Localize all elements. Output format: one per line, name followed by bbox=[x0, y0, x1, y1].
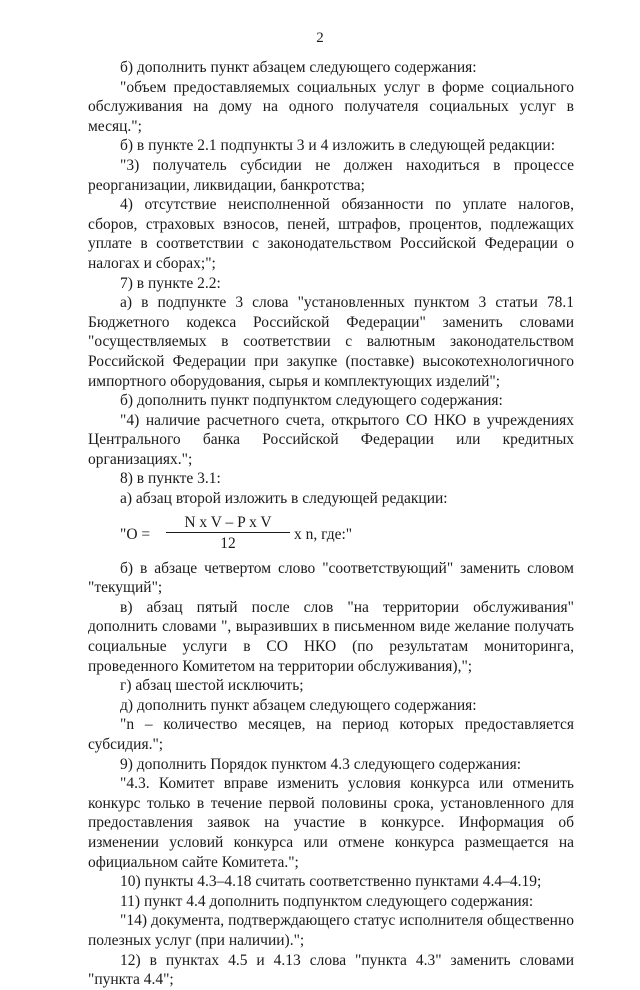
formula bbox=[88, 513, 574, 553]
formula-denominator: 12 bbox=[220, 534, 236, 552]
paragraph: 4) отсутствие неисполненной обязанности по уплате налогов, сборов, страховых взносов, пеней, штрафов, процентов, подлежащих уплате в соответствии с законодательством Российской Федерации о налогах и сборах;"; bbox=[88, 196, 574, 272]
document-body bbox=[88, 58, 574, 990]
paragraph: 9) дополнить Порядок пунктом 4.3 следующего содержания: bbox=[120, 755, 522, 773]
paragraph: а) абзац второй изложить в следующей редакции: bbox=[120, 490, 448, 508]
paragraph: 7) в пункте 2.2: bbox=[120, 274, 221, 292]
formula-lhs: "О = bbox=[120, 525, 151, 543]
paragraph: а) в подпункте 3 слова "установленных пунктом 3 статьи 78.1 Бюджетного кодекса Российской Федерации" заменить словами "осуществляемых в соответствии с валютным законодательством Российской Федерации при закупке (поставке) высокотехнологичного импортного оборудования, сырья и комплектующих изделий"; bbox=[88, 294, 574, 390]
paragraph: в) абзац пятый после слов "на территории обслуживания" дополнить словами ", выразивших в письменном виде желание получать социальные услуги в СО НКО (по результатам мониторинга, проведенного Комитетом на территории обслуживания),"; bbox=[88, 598, 574, 675]
paragraph: б) дополнить пункт абзацем следующего содержания: bbox=[120, 59, 477, 76]
paragraph: "4.3. Комитет вправе изменить условия конкурса или отменить конкурс только в течение первой половины срока, установленного для предоставления заявок на участие в конкурсе. Информация об изменении условий конкурса или отмене конкурса размещается на официальном сайте Комитета."; bbox=[88, 775, 574, 871]
paragraph: 11) пункт 4.4 дополнить подпунктом следующего содержания: bbox=[120, 892, 534, 910]
paragraph: "4) наличие расчетного счета, открытого СО НКО в учреждениях Центрального банка Российской Федерации или кредитных организациях."; bbox=[88, 411, 574, 468]
formula-rhs: x n, где:" bbox=[294, 525, 353, 543]
paragraph: д) дополнить пункт абзацем следующего содержания: bbox=[120, 696, 477, 714]
paragraph: "n – количество месяцев, на период которых предоставляется субсидия."; bbox=[88, 716, 574, 753]
paragraph: б) в абзаце четвертом слово "соответствующий" заменить словом "текущий"; bbox=[88, 559, 574, 597]
paragraph: "14) документа, подтверждающего статус исполнителя общественно полезных услуг (при наличии)."; bbox=[88, 912, 574, 949]
formula-numerator: N x V – P x V bbox=[184, 513, 272, 531]
paragraph: 8) в пункте 3.1: bbox=[120, 470, 221, 488]
paragraph: "объем предоставляемых социальных услуг в форме социального обслуживания на дому на одного получателя социальных услуг в месяц."; bbox=[88, 78, 574, 135]
paragraph: б) дополнить пункт подпунктом следующего содержания: bbox=[120, 392, 503, 410]
page-number: 2 bbox=[316, 30, 324, 46]
paragraph: "3) получатель субсидии не должен находиться в процессе реорганизации, ликвидации, банкротства; bbox=[88, 156, 574, 194]
paragraph: 12) в пунктах 4.5 и 4.13 слова "пункта 4.3" заменить словами "пункта 4.4"; bbox=[88, 951, 574, 989]
paragraph: г) абзац шестой исключить; bbox=[120, 677, 304, 695]
paragraph: б) в пункте 2.1 подпункты 3 и 4 изложить в следующей редакции: bbox=[120, 137, 556, 155]
formula-fraction-bar bbox=[166, 532, 290, 533]
paragraph: 10) пункты 4.3–4.18 считать соответственно пунктами 4.4–4.19; bbox=[120, 873, 542, 891]
